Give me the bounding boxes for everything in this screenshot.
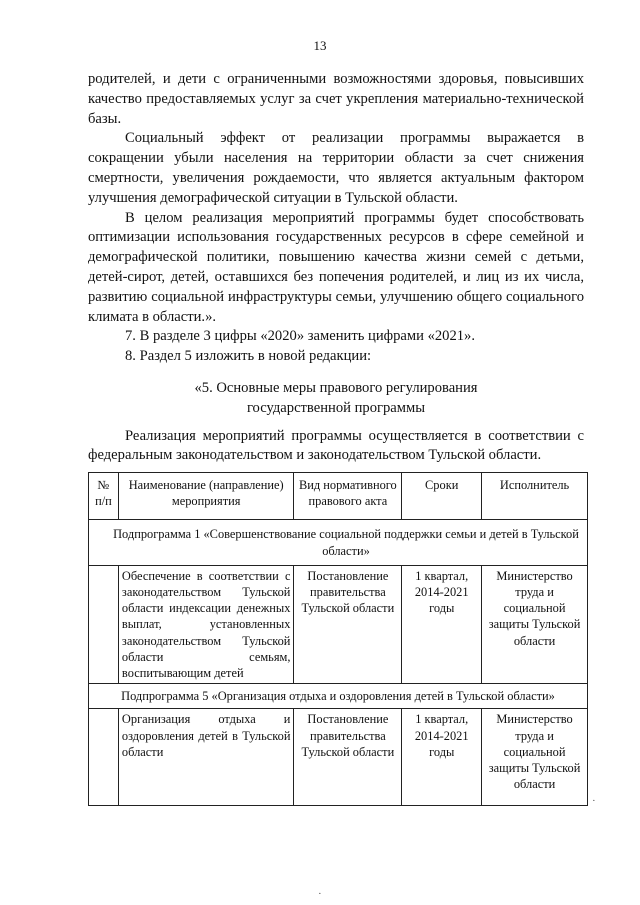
row-term: 1 квартал, 2014-2021 годы <box>402 709 482 806</box>
row-executor: Министерство труда и социальной защиты Тульской области <box>482 709 588 806</box>
row-num <box>89 565 119 683</box>
subprogram-1-title: Подпрограмма 1 «Совершенствование социальной поддержки семьи и детей в Тульской области» <box>89 520 588 565</box>
subprogram-row <box>89 520 588 565</box>
table-row <box>89 565 588 683</box>
paragraph-3: В целом реализация мероприятий программы будет способствовать оптимизации использования государственных ресурсов в сфере семейной и демографической политики, повышению качества жизни семей с детьми, детей-сирот, детей, оставшихся без попечения родителей, и лиц из их числа, развитию социальной инфраструктуры семьи, улучшению общего социального климата в области.». <box>88 209 584 325</box>
row-measure-name: Обеспечение в соответствии с законодательством Тульской области индексации денежных выплат, установленных законодательством Тульской области семьям, воспитывающим детей <box>118 565 294 683</box>
row-executor: Министерство труда и социальной защиты Тульской области <box>482 565 588 683</box>
table-header-row <box>89 473 588 520</box>
subprogram-row <box>89 684 588 709</box>
header-num: № п/п <box>89 473 119 520</box>
page-number: 13 <box>313 38 327 53</box>
header-executor: Исполнитель <box>482 473 588 520</box>
header-act: Вид нормативного правового акта <box>294 473 402 520</box>
header-term: Сроки <box>402 473 482 520</box>
paragraph-5: 8. Раздел 5 изложить в новой редакции: <box>125 348 372 365</box>
row-legal-act: Постановление правительства Тульской области <box>294 709 402 806</box>
section-heading-line1: «5. Основные меры правового регулирования <box>194 379 478 396</box>
body-text <box>88 70 584 466</box>
scan-speck: · <box>318 888 322 900</box>
paragraph-4: 7. В разделе 3 цифры «2020» заменить цифрами «2021». <box>125 328 475 345</box>
subprogram-5-title: Подпрограмма 5 «Организация отдыха и оздоровления детей в Тульской области» <box>89 684 588 709</box>
row-legal-act: Постановление правительства Тульской области <box>294 565 402 683</box>
table-row <box>89 709 588 806</box>
paragraph-1: родителей, и дети с ограниченными возможностями здоровья, повысивших качество предоставляемых услуг за счет укрепления материально-технической базы. <box>88 71 584 127</box>
header-name: Наименование (направление) мероприятия <box>118 473 294 520</box>
row-term: 1 квартал, 2014-2021 годы <box>402 565 482 683</box>
scan-speck: · <box>592 795 596 807</box>
paragraph-2: Социальный эффект от реализации программы выражается в сокращении убыли населения на территории области за счет снижения смертности, увеличения рождаемости, что является актуальным фактором улучшения демографической ситуации в Тульской области. <box>88 130 584 206</box>
row-measure-name: Организация отдыха и оздоровления детей в Тульской области <box>118 709 294 806</box>
measures-table <box>88 472 588 806</box>
section-heading-line2: государственной программы <box>246 399 426 416</box>
row-num <box>89 709 119 806</box>
section-intro: Реализация мероприятий программы осуществляется в соответствии с федеральным законодательством и законодательством Тульской области. <box>88 427 584 464</box>
